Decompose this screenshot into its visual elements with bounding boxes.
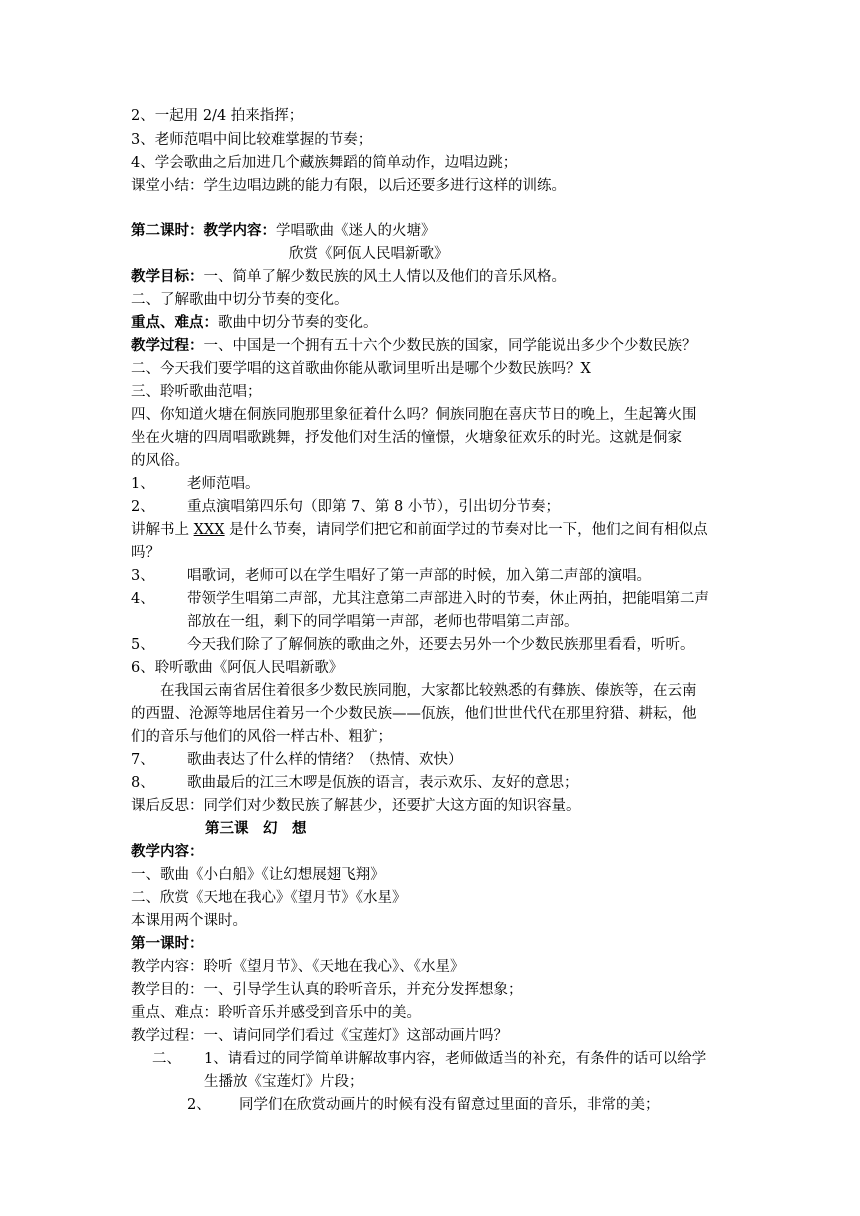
lesson2-header-text2: 欣赏《阿佤人民唱新歌》 (289, 246, 449, 262)
sub-step (187, 1094, 660, 1116)
step-item (131, 565, 651, 587)
explanation-text: 是什么节奏，请同学们把它和前面学过的节奏对比一下，他们之间有相似点 (224, 522, 708, 538)
step-item (131, 588, 709, 610)
step-number: 2、 (187, 1097, 211, 1113)
step-item (131, 473, 260, 495)
text-line: 重点、难点：聆听音乐并感受到音乐中的美。 (131, 1005, 421, 1021)
lesson3-title: 第三课 幻 想 (205, 820, 307, 837)
text-line: 二、今天我们要学唱的这首歌曲你能从歌词里听出是哪个少数民族吗？X (131, 361, 591, 377)
paragraph-line: 们的音乐与他们的风俗一样古朴、粗犷； (131, 729, 392, 745)
step-text-continued: 部放在一组，剩下的同学唱第一声部，老师也带唱第二声部。 (187, 614, 579, 630)
paragraph-line: 的西盟、沧源等地居住着另一个少数民族——佤族，他们世世代代在那里狩猎、耕耘，他 (131, 706, 697, 722)
paragraph-line: 在我国云南省居住着很多少数民族同胞，大家都比较熟悉的有彝族、傣族等，在云南 (160, 683, 697, 699)
step-text: 歌曲表达了什么样的情绪？（热情、欢快） (187, 752, 463, 768)
lesson2-goal (131, 266, 566, 288)
text-line: 3、老师范唱中间比较难掌握的节奏； (131, 132, 373, 148)
step-number: 2、 (131, 499, 155, 515)
step-text: 1、请看过的同学简单讲解故事内容，老师做适当的补充，有条件的话可以给学 (204, 1051, 707, 1067)
step-text: 同学们在欣赏动画片的时候有没有留意过里面的音乐，非常的美； (239, 1097, 660, 1113)
text-line: 教学目的：一、引导学生认真的聆听音乐，并充分发挥想象； (131, 982, 523, 998)
goal-label: 教学目标： (131, 268, 204, 285)
step-item (131, 772, 579, 794)
explanation-line (131, 519, 708, 541)
lesson2-key (131, 312, 378, 334)
lesson2-header-label: 第二课时：教学内容： (131, 222, 276, 239)
step-text: 今天我们除了了解侗族的歌曲之外，还要去另外一个少数民族那里看看，听听。 (187, 637, 695, 653)
text-line: 一、歌曲《小白船》《让幻想展翅飞翔》 (131, 867, 385, 883)
step-number: 5、 (131, 637, 155, 653)
step-item (131, 749, 463, 771)
sub-step (152, 1048, 706, 1070)
text-line: 的风俗。 (131, 453, 189, 469)
step-number: 7、 (131, 752, 155, 768)
step-text: 带领学生唱第二声部，尤其注意第二声部进入时的节奏，休止两拍，把能唱第二声 (187, 591, 709, 607)
step-number: 4、 (131, 591, 155, 607)
step-number: 3、 (131, 568, 155, 584)
text-line: 课堂小结：学生边唱边跳的能力有限，以后还要多进行这样的训练。 (131, 178, 566, 194)
lesson2-process (131, 335, 697, 357)
text-line: 四、你知道火塘在侗族同胞那里象征着什么吗？侗族同胞在喜庆节日的晚上，生起篝火围 (131, 407, 697, 423)
text-line: 教学内容：聆听《望月节》、《天地在我心》、《水星》 (131, 959, 465, 975)
text-line: 三、聆听歌曲范唱； (131, 384, 262, 400)
text-line: 二、了解歌曲中切分节奏的变化。 (131, 292, 349, 308)
explanation-text: 讲解书上 (131, 522, 194, 538)
rhythm-notation: XXX (193, 522, 225, 538)
process-label: 教学过程： (131, 337, 204, 354)
step-item (131, 634, 695, 656)
lesson2-header (131, 220, 436, 242)
text-line: 吗？ (131, 545, 160, 561)
step-text: 唱歌词，老师可以在学生唱好了第一声部的时候，加入第二声部的演唱。 (187, 568, 651, 584)
text-line: 二、欣赏《天地在我心》《望月节》《水星》 (131, 890, 407, 906)
step-number: 二、 (152, 1051, 181, 1067)
lesson2-header-text: 学唱歌曲《迷人的火塘》 (276, 223, 436, 239)
text-line: 6、聆听歌曲《阿佤人民唱新歌》 (131, 660, 344, 676)
text-line: 本课用两个课时。 (131, 913, 247, 929)
step-text: 重点演唱第四乐句（即第 7、第 8 小节），引出切分节奏； (187, 499, 561, 515)
reflection-line: 课后反思：同学们对少数民族了解甚少，还要扩大这方面的知识容量。 (131, 798, 581, 814)
period-heading: 第一课时： (131, 935, 204, 952)
text-line: 坐在火塘的四周唱歌跳舞，抒发他们对生活的憧憬，火塘象征欢乐的时光。这就是侗家 (131, 430, 682, 446)
step-text-continued: 生播放《宝莲灯》片段； (204, 1074, 364, 1090)
key-text: 歌曲中切分节奏的变化。 (218, 315, 378, 331)
text-line: 4、学会歌曲之后加进几个藏族舞蹈的简单动作，边唱边跳； (131, 155, 518, 171)
process-text: 一、中国是一个拥有五十六个少数民族的国家，同学能说出多少个少数民族？ (203, 338, 697, 354)
step-text: 老师范唱。 (187, 476, 260, 492)
key-label: 重点、难点： (131, 314, 218, 331)
step-number: 8、 (131, 775, 155, 791)
step-number: 1、 (131, 476, 155, 492)
text-line: 教学过程：一、请问同学们看过《宝莲灯》这部动画片吗？ (131, 1028, 508, 1044)
step-text: 歌曲最后的江三木啰是佤族的语言，表示欢乐、友好的意思； (187, 775, 579, 791)
content-label: 教学内容： (131, 843, 204, 860)
text-line: 2、一起用 2/4 拍来指挥； (131, 108, 304, 124)
goal-text: 一、简单了解少数民族的风土人情以及他们的音乐风格。 (203, 269, 566, 285)
step-item (131, 496, 560, 518)
